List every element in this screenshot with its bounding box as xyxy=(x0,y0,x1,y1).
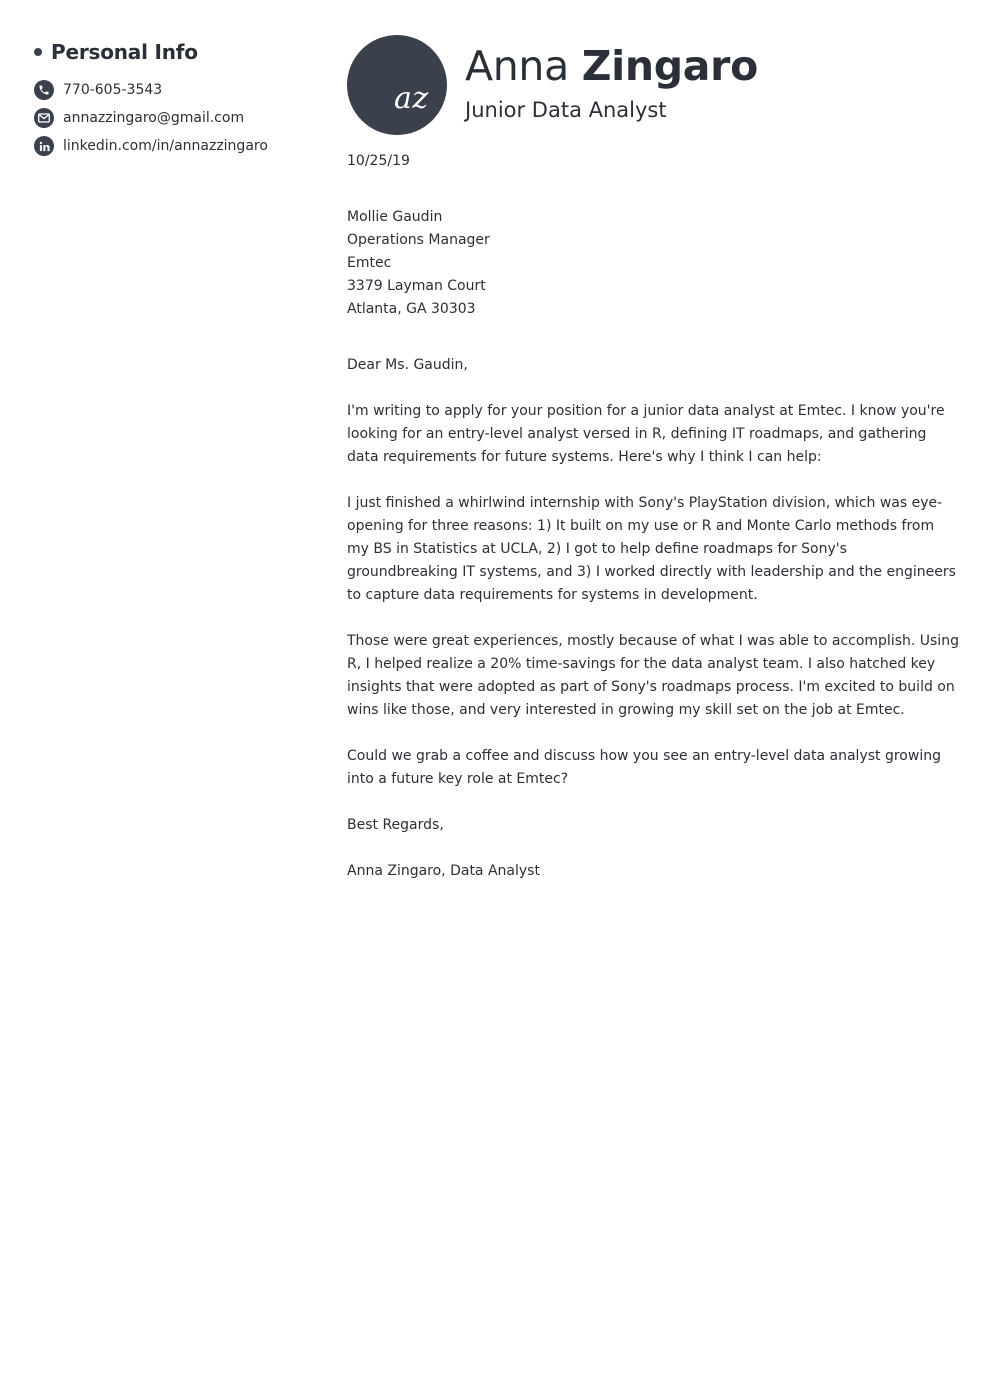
paragraph: Those were great experiences, mostly because of what I was able to accomplish. Using R, I helped realize a 20% time-savings for the data analyst team. I also hatched key insights that were adopted as part of Sony's roadmaps process. I'm excited to build on wins like those, and very interested in growing my skill set on the job at Emtec. xyxy=(347,633,959,718)
cover-letter-body xyxy=(347,150,959,883)
recipient-company: Emtec xyxy=(347,255,392,271)
personal-info-heading xyxy=(34,38,324,66)
section-title: Personal Info xyxy=(51,40,198,64)
candidate-name xyxy=(465,38,758,94)
recipient-city: Atlanta, GA 30303 xyxy=(347,301,476,317)
recipient-block xyxy=(347,206,959,321)
paragraph: Could we grab a coffee and discuss how you see an entry-level data analyst growing into a future key role at Emtec? xyxy=(347,748,941,787)
sidebar xyxy=(34,38,324,160)
linkedin-icon xyxy=(34,136,54,156)
last-name: Zingaro xyxy=(581,42,758,90)
greeting: Dear Ms. Gaudin, xyxy=(347,357,468,373)
email-icon xyxy=(34,108,54,128)
paragraph: I just finished a whirlwind internship with Sony's PlayStation division, which was eye-opening for three reasons: 1) It built on my use or R and Monte Carlo methods from my BS in Statistics at UCLA, 2) I got to help define roadmaps for Sony's groundbreaking IT systems, and 3) I worked directly with leadership and the engineers to capture data requirements for systems in development. xyxy=(347,495,956,603)
email-address[interactable]: annazzingaro@gmail.com xyxy=(63,110,245,126)
contact-phone xyxy=(34,76,324,104)
signature: Anna Zingaro, Data Analyst xyxy=(347,863,540,879)
closing: Best Regards, xyxy=(347,817,444,833)
phone-number[interactable]: 770-605-3543 xyxy=(63,82,163,98)
recipient-street: 3379 Layman Court xyxy=(347,278,486,294)
first-name: Anna xyxy=(465,42,569,90)
linkedin-url[interactable]: linkedin.com/in/annazzingaro xyxy=(63,138,268,154)
avatar-initials: az xyxy=(394,81,429,116)
bullet-icon xyxy=(34,48,42,56)
recipient-name: Mollie Gaudin xyxy=(347,209,443,225)
contact-email xyxy=(34,104,324,132)
job-title: Junior Data Analyst xyxy=(465,98,667,122)
paragraph: I'm writing to apply for your position for a junior data analyst at Emtec. I know you're looking for an entry-level analyst versed in R, defining IT roadmaps, and gathering data requirements for future systems. Here's why I think I can help: xyxy=(347,403,945,465)
phone-icon xyxy=(34,80,54,100)
contact-linkedin xyxy=(34,132,324,160)
letter-date: 10/25/19 xyxy=(347,153,410,169)
avatar xyxy=(347,35,447,135)
recipient-title: Operations Manager xyxy=(347,232,490,248)
